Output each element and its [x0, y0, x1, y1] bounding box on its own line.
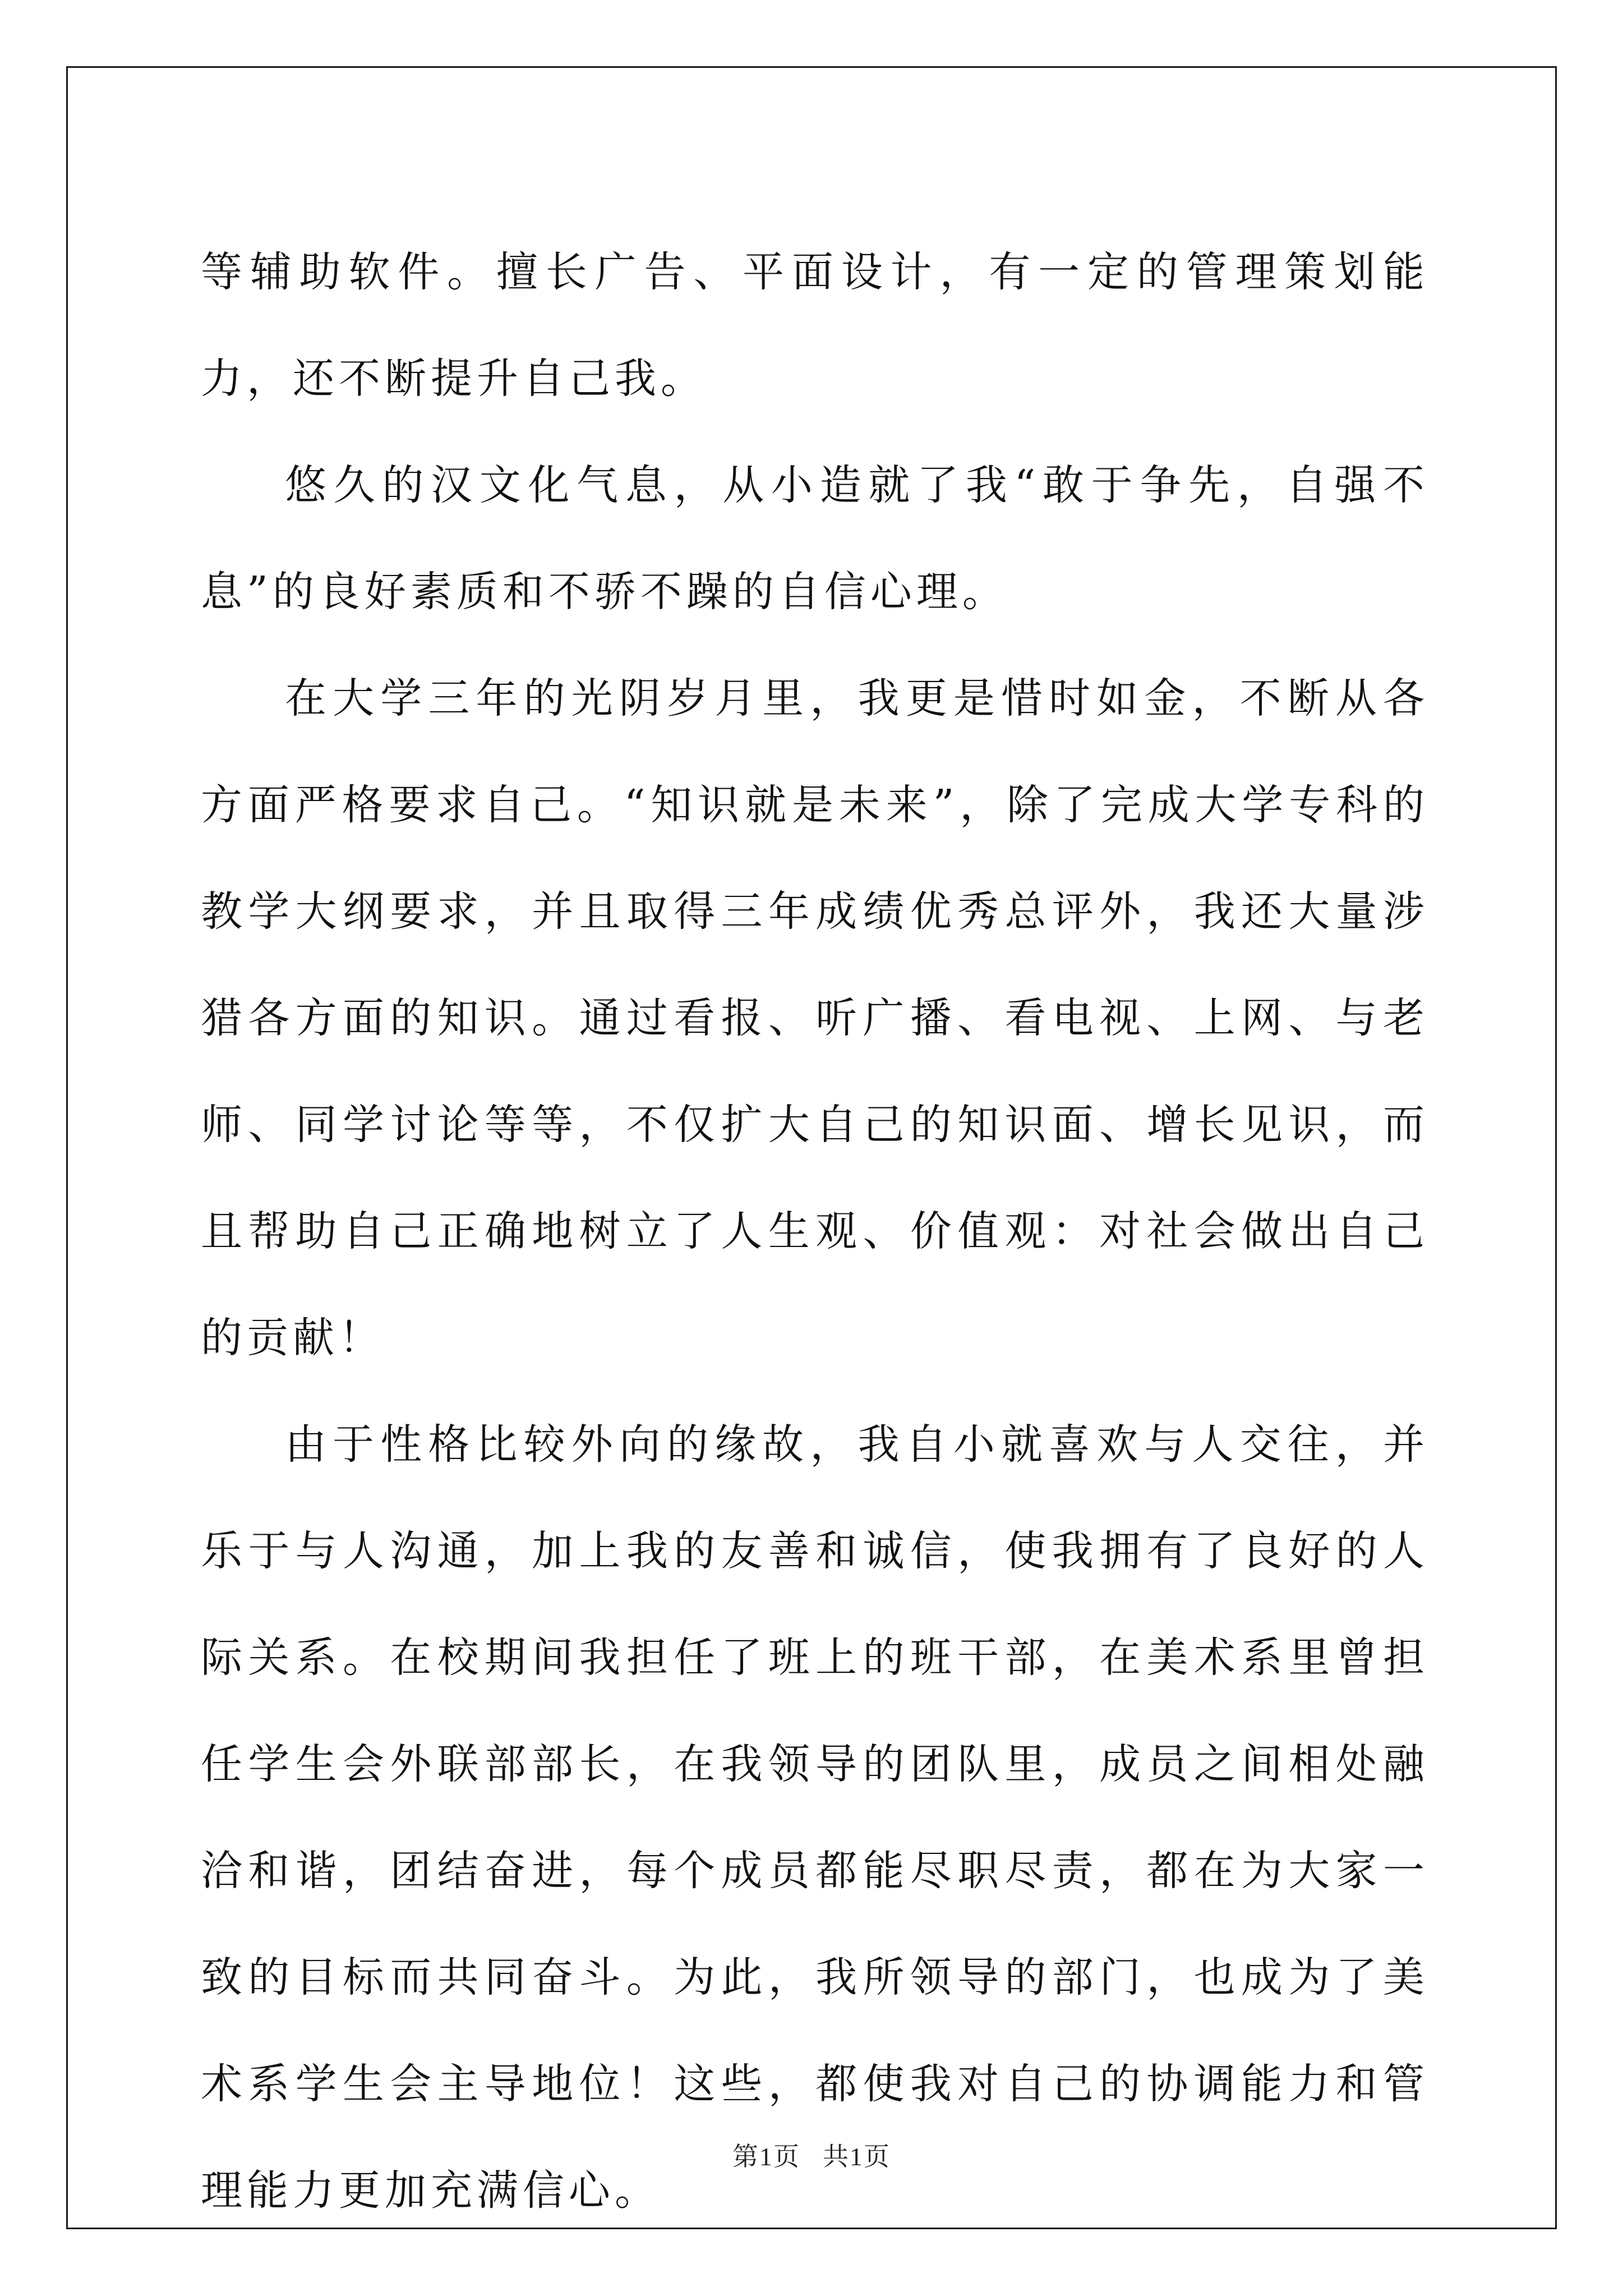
- paragraph-1: 等辅助软件。擅长广告、平面设计，有一定的管理策划能力，还不断提升自己我。: [201, 248, 1429, 403]
- document-body: [201, 219, 1429, 2244]
- paragraph-3: 在大学三年的光阴岁月里，我更是惜时如金，不断从各方面严格要求自己。“知识就是未来”，除了完成大学专科的教学大纲要求，并且取得三年成绩优秀总评外，我还大量涉猎各方面的知识。通过看报、听广播、看电视、上网、与老师、同学讨论等等，不仅扩大自己的知识面、增长见识，而且帮助自己正确地树立了人生观、价值观：对社会做出自己的贡献！: [201, 674, 1429, 1362]
- paragraph-4: 由于性格比较外向的缘故，我自小就喜欢与人交往，并乐于与人沟通，加上我的友善和诚信，使我拥有了良好的人际关系。在校期间我担任了班上的班干部，在美术系里曾担任学生会外联部部长，在我领导的团队里，成员之间相处融洽和谐，团结奋进，每个成员都能尽职尽责，都在为大家一致的目标而共同奋斗。为此，我所领导的部门，也成为了美术系学生会主导地位！这些，都使我对自己的协调能力和管理能力更加充满信心。: [201, 1420, 1429, 2215]
- page-total: 共1页: [823, 2142, 891, 2171]
- page-footer: [0, 2136, 1623, 2173]
- paragraph-2: 悠久的汉文化气息，从小造就了我“敢于争先，自强不息”的良好素质和不骄不躁的自信心理。: [201, 461, 1429, 616]
- page-number: 第1页: [732, 2142, 800, 2171]
